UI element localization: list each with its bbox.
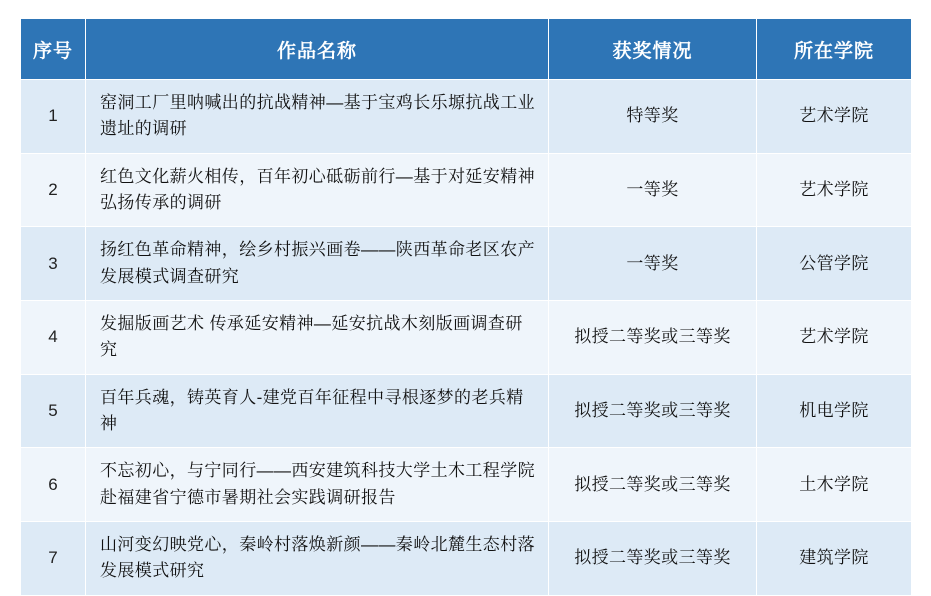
- table-row: [21, 522, 912, 596]
- cell-award: 特等奖: [549, 80, 757, 154]
- cell-dept: 艺术学院: [757, 301, 912, 375]
- cell-no: 5: [21, 374, 86, 448]
- award-results-table: [20, 18, 912, 596]
- table-row: [21, 301, 912, 375]
- cell-title: 百年兵魂，铸英育人-建党百年征程中寻根逐梦的老兵精神: [86, 374, 549, 448]
- cell-no: 3: [21, 227, 86, 301]
- column-header-award: 获奖情况: [549, 19, 757, 80]
- cell-title: 红色文化薪火相传，百年初心砥砺前行—基于对延安精神弘扬传承的调研: [86, 153, 549, 227]
- table-row: [21, 374, 912, 448]
- cell-title: 不忘初心，与宁同行——西安建筑科技大学土木工程学院赴福建省宁德市暑期社会实践调研报告: [86, 448, 549, 522]
- table-row: [21, 80, 912, 154]
- cell-title: 山河变幻映党心，秦岭村落焕新颜——秦岭北麓生态村落发展模式研究: [86, 522, 549, 596]
- cell-no: 4: [21, 301, 86, 375]
- table-header: [21, 19, 912, 80]
- table-row: [21, 153, 912, 227]
- cell-no: 2: [21, 153, 86, 227]
- column-header-dept: 所在学院: [757, 19, 912, 80]
- table-header-row: [21, 19, 912, 80]
- cell-no: 7: [21, 522, 86, 596]
- column-header-no: 序号: [21, 19, 86, 80]
- cell-dept: 艺术学院: [757, 80, 912, 154]
- cell-no: 6: [21, 448, 86, 522]
- cell-award: 拟授二等奖或三等奖: [549, 448, 757, 522]
- cell-dept: 机电学院: [757, 374, 912, 448]
- table-row: [21, 227, 912, 301]
- cell-award: 一等奖: [549, 227, 757, 301]
- cell-award: 拟授二等奖或三等奖: [549, 374, 757, 448]
- cell-dept: 公管学院: [757, 227, 912, 301]
- cell-no: 1: [21, 80, 86, 154]
- cell-award: 一等奖: [549, 153, 757, 227]
- cell-dept: 建筑学院: [757, 522, 912, 596]
- column-header-title: 作品名称: [86, 19, 549, 80]
- cell-title: 窑洞工厂里呐喊出的抗战精神—基于宝鸡长乐塬抗战工业遗址的调研: [86, 80, 549, 154]
- cell-dept: 艺术学院: [757, 153, 912, 227]
- table-body: [21, 80, 912, 596]
- table-row: [21, 448, 912, 522]
- cell-dept: 土木学院: [757, 448, 912, 522]
- cell-award: 拟授二等奖或三等奖: [549, 522, 757, 596]
- cell-title: 扬红色革命精神，绘乡村振兴画卷——陕西革命老区农产发展模式调查研究: [86, 227, 549, 301]
- cell-award: 拟授二等奖或三等奖: [549, 301, 757, 375]
- cell-title: 发掘版画艺术 传承延安精神—延安抗战木刻版画调查研究: [86, 301, 549, 375]
